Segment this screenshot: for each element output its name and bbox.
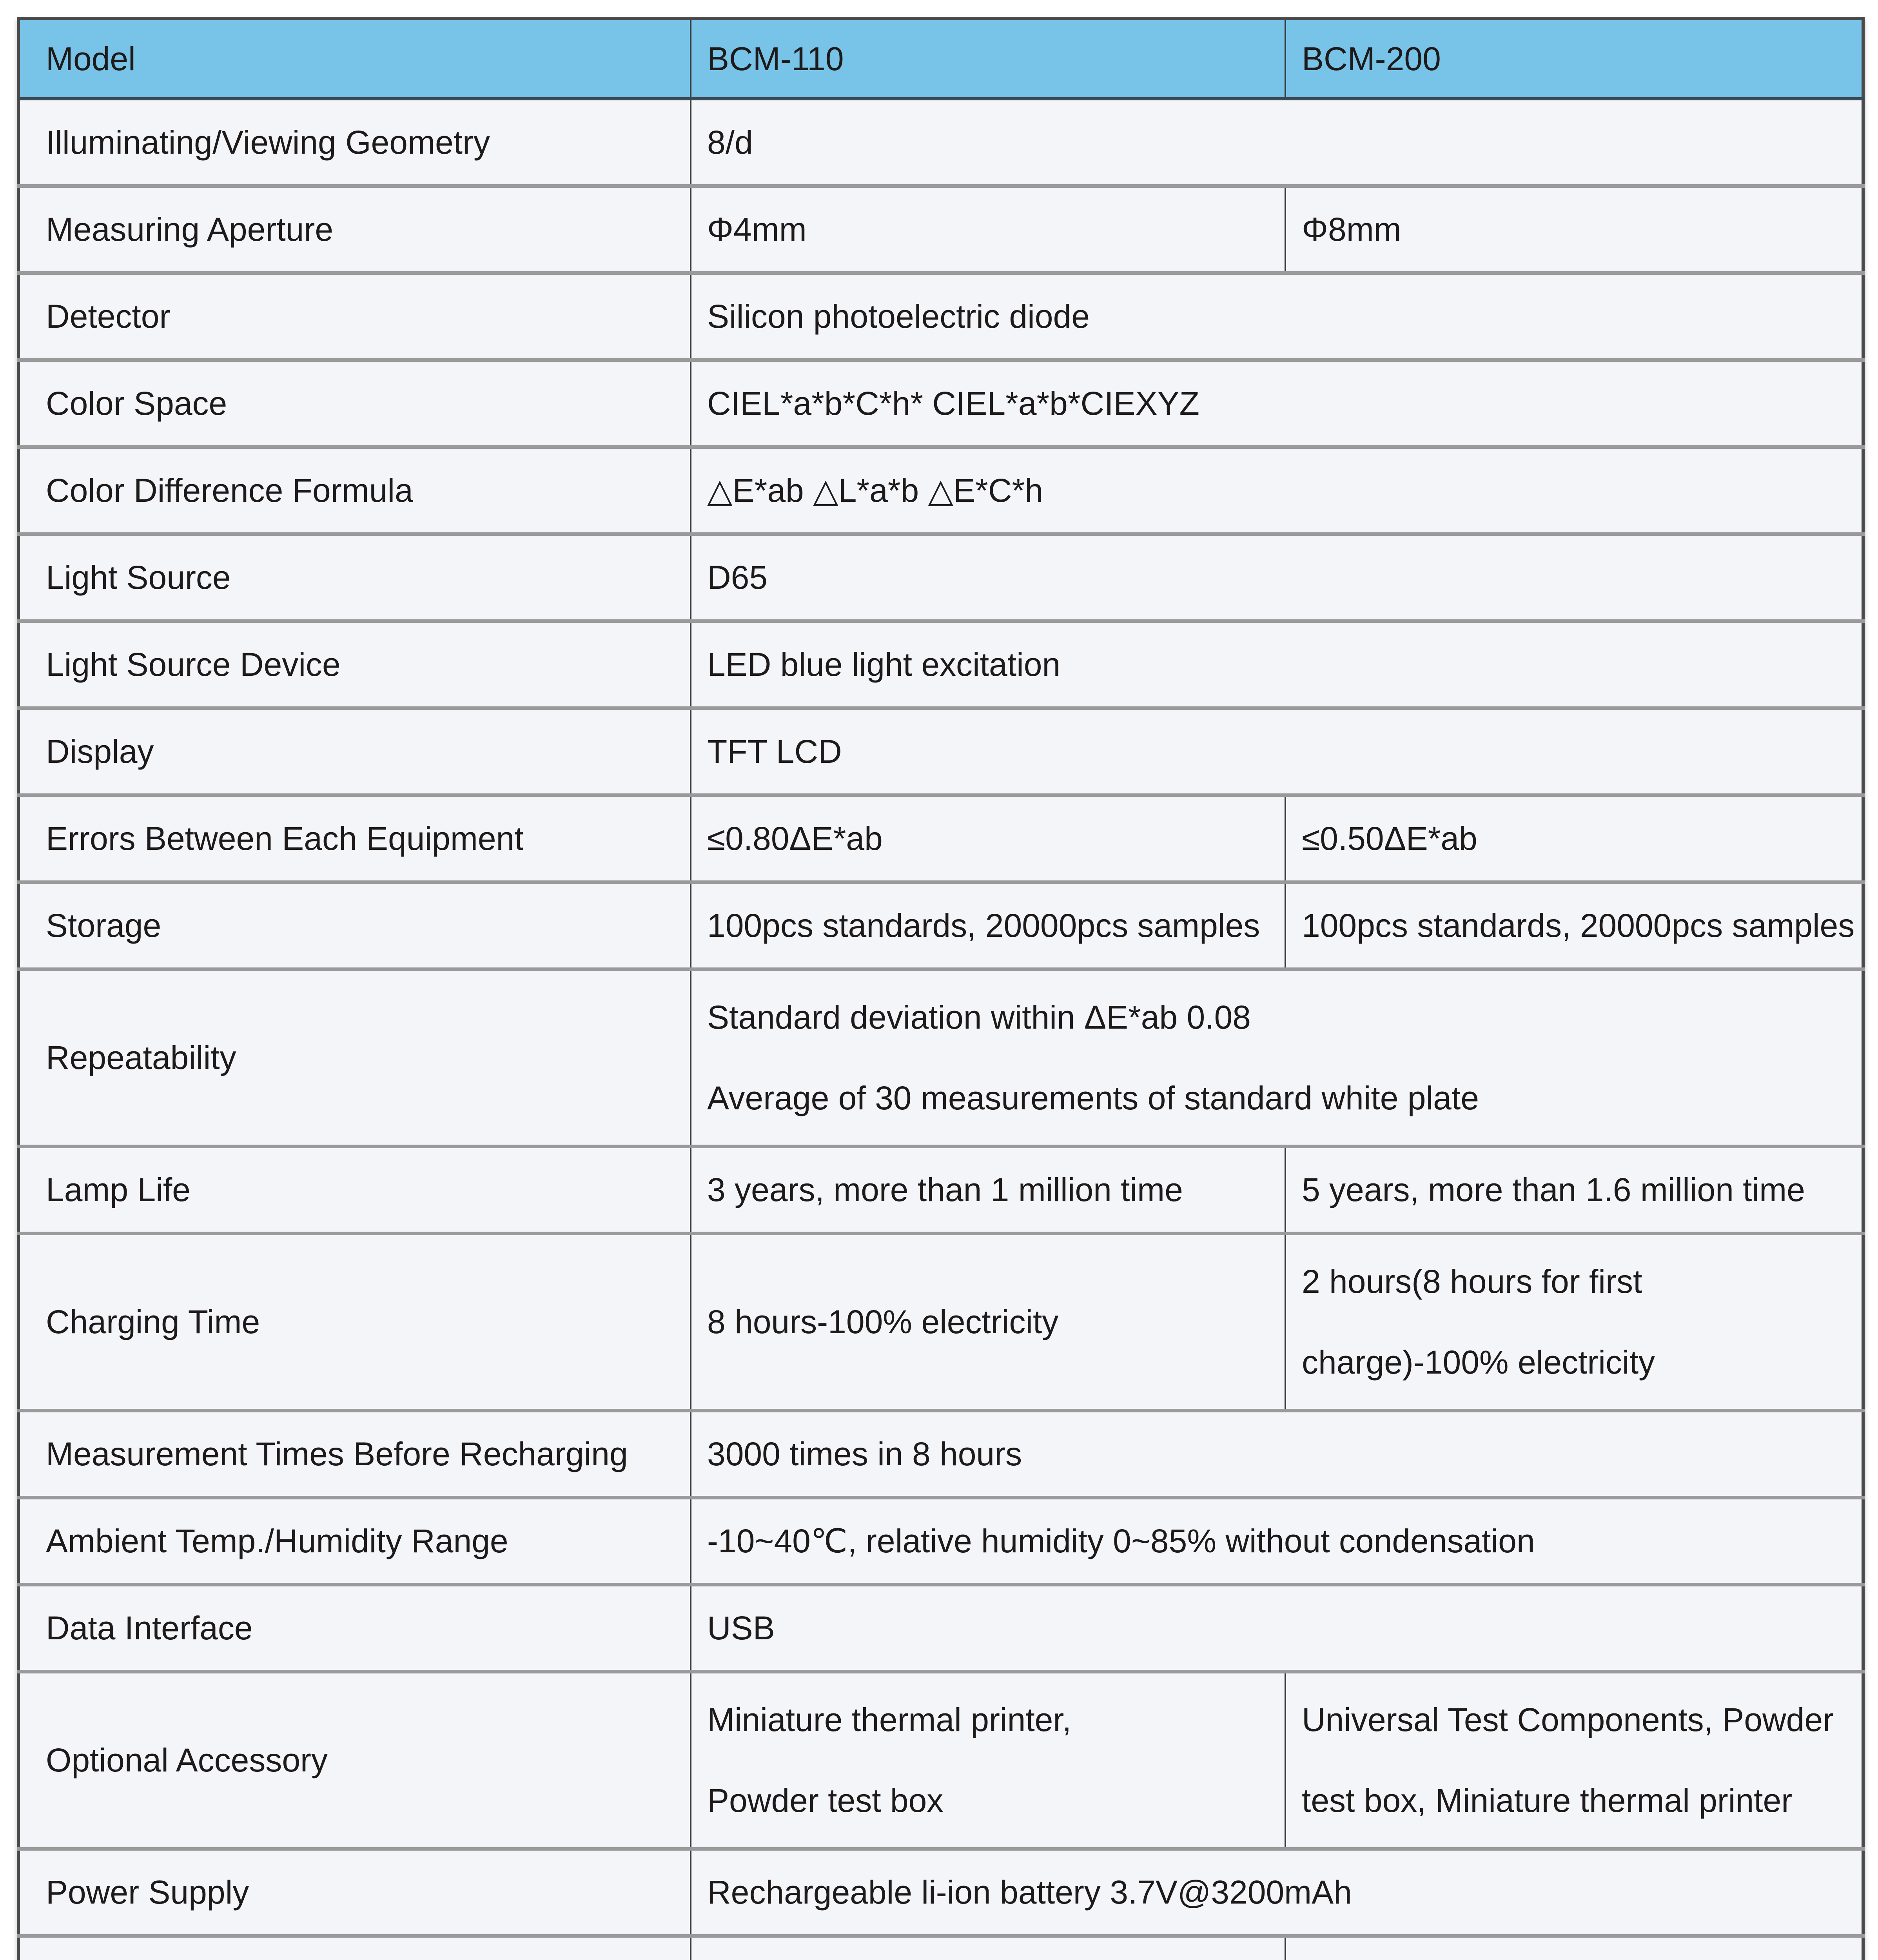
row-label: Storage <box>18 882 691 969</box>
table-row <box>18 360 1863 447</box>
row-label: Errors Between Each Equipment <box>18 795 691 882</box>
row-value-line: Standard deviation within ΔE*ab 0.08 <box>707 999 1251 1036</box>
row-value-bcm-110 <box>691 1936 1285 1960</box>
row-label: Color Space <box>18 360 691 447</box>
table-row <box>18 708 1863 795</box>
row-value-line: Universal Test Components, Powder <box>1302 1701 1834 1738</box>
header-bcm-110: BCM-110 <box>691 18 1285 99</box>
table-row <box>18 99 1863 186</box>
table-row <box>18 795 1863 882</box>
row-label: Measuring Aperture <box>18 186 691 273</box>
row-label: Ambient Temp./Humidity Range <box>18 1497 691 1584</box>
table-row <box>18 621 1863 708</box>
row-value-bcm-200: 100pcs standards, 20000pcs samples <box>1285 882 1863 969</box>
row-label: Detector <box>18 273 691 360</box>
spec-table <box>17 17 1865 1960</box>
header-row <box>18 18 1863 99</box>
table-row <box>18 1410 1863 1497</box>
table-row <box>18 186 1863 273</box>
row-label: Data Interface <box>18 1584 691 1671</box>
row-value-line: test box, Miniature thermal printer <box>1302 1782 1793 1819</box>
row-label: Power Supply <box>18 1849 691 1936</box>
table-row <box>18 1584 1863 1671</box>
row-value-bcm-200: Φ8mm <box>1285 186 1863 273</box>
row-value-line: Average of 30 measurements of standard white plate <box>707 1080 1479 1116</box>
row-value-line: Miniature thermal printer, <box>707 1701 1072 1738</box>
header-bcm-200: BCM-200 <box>1285 18 1863 99</box>
row-value-bcm-200: 5 years, more than 1.6 million time <box>1285 1146 1863 1233</box>
header-model-label: Model <box>18 18 691 99</box>
row-label: Illuminating/Viewing Geometry <box>46 123 490 161</box>
row-label <box>18 1936 691 1960</box>
row-value-bcm-110: 8 hours-100% electricity <box>691 1233 1285 1410</box>
row-value-shared: 3000 times in 8 hours <box>691 1410 1863 1497</box>
row-label: Lamp Life <box>18 1146 691 1233</box>
table-row <box>18 1849 1863 1936</box>
row-value-shared: 8/d <box>691 99 1863 186</box>
row-label: Repeatability <box>18 969 691 1146</box>
table-row <box>18 1936 1863 1960</box>
table-row <box>18 1146 1863 1233</box>
table-row <box>18 969 1863 1146</box>
row-value-bcm-200 <box>1285 1233 1863 1410</box>
table-row <box>18 1497 1863 1584</box>
row-value-bcm-110: Φ4mm <box>691 186 1285 273</box>
row-label: Measurement Times Before Recharging <box>18 1410 691 1497</box>
row-value-bcm-200 <box>1285 1936 1863 1960</box>
row-value-shared: -10~40℃, relative humidity 0~85% without condensation <box>691 1497 1863 1584</box>
row-label: Optional Accessory <box>18 1671 691 1849</box>
row-value-shared: TFT LCD <box>691 708 1863 795</box>
row-value-bcm-200 <box>1285 1671 1863 1849</box>
row-label: Light Source <box>18 534 691 621</box>
row-value-line: charge)-100% electricity <box>1302 1344 1655 1381</box>
row-value-shared <box>691 969 1863 1146</box>
row-value-shared: USB <box>691 1584 1863 1671</box>
row-value-shared: CIEL*a*b*C*h* CIEL*a*b*CIEXYZ <box>691 360 1863 447</box>
row-value-bcm-110 <box>691 1671 1285 1849</box>
row-value-shared: LED blue light excitation <box>691 621 1863 708</box>
row-value-shared: Rechargeable li-ion battery 3.7V@3200mAh <box>691 1849 1863 1936</box>
table-row <box>18 447 1863 534</box>
row-value-bcm-110: ≤0.80ΔE*ab <box>691 795 1285 882</box>
row-value-shared: △E*ab △L*a*b △E*C*h <box>691 447 1863 534</box>
table-body <box>18 99 1863 1960</box>
table-row <box>18 1233 1863 1410</box>
table-row <box>18 534 1863 621</box>
row-value-shared: Silicon photoelectric diode <box>691 273 1863 360</box>
row-value-line: Powder test box <box>707 1782 944 1819</box>
row-label: Charging Time <box>18 1233 691 1410</box>
row-label: Display <box>18 708 691 795</box>
row-value-bcm-200: ≤0.50ΔE*ab <box>1285 795 1863 882</box>
table-row <box>18 882 1863 969</box>
row-value-line: 2 hours(8 hours for first <box>1302 1263 1642 1300</box>
table-row <box>18 1671 1863 1849</box>
row-value-bcm-110: 3 years, more than 1 million time <box>691 1146 1285 1233</box>
table-row <box>18 273 1863 360</box>
row-label: Color Difference Formula <box>18 447 691 534</box>
row-value-shared: D65 <box>691 534 1863 621</box>
row-label: Light Source Device <box>18 621 691 708</box>
table-header <box>18 18 1863 99</box>
row-value-bcm-110: 100pcs standards, 20000pcs samples <box>691 882 1285 969</box>
